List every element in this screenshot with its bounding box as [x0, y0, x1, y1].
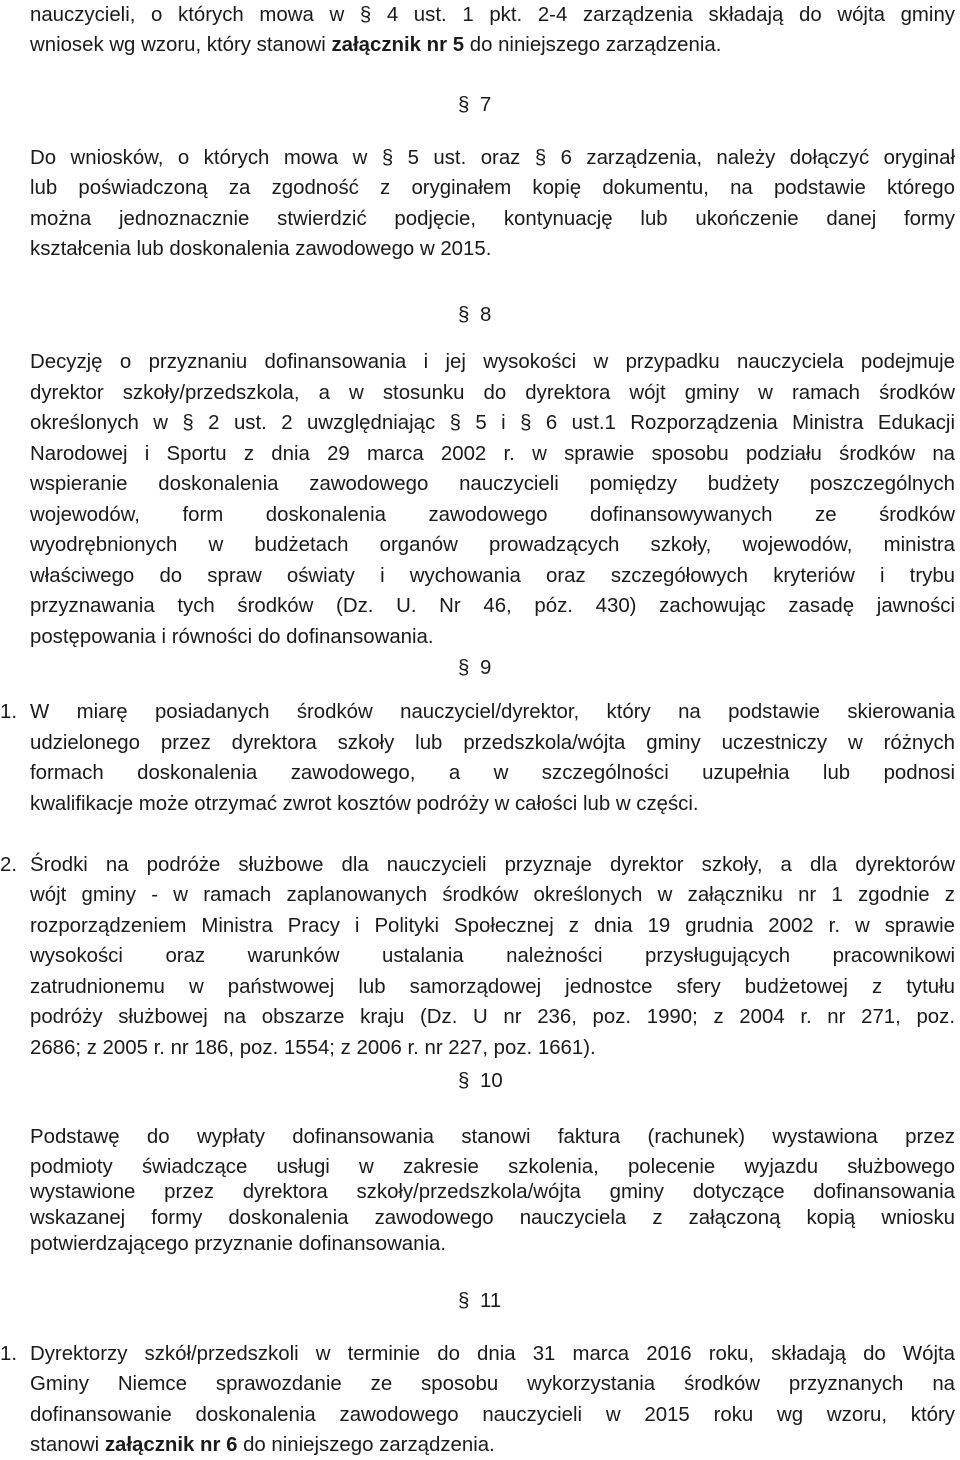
- p10-line-4: wskazanej formy doskonalenia zawodowego nauczyciela z załączoną kopią wniosku: [30, 1207, 955, 1229]
- p10-line-1: Podstawę do wypłaty dofinansowania stanowi faktura (rachunek) wystawiona przez: [30, 1126, 955, 1148]
- p11-line-3: dofinansowanie doskonalenia zawodowego nauczycieli w 2015 roku wg wzoru, który: [30, 1404, 955, 1426]
- p10-line-5: potwierdzającego przyznanie dofinansowania.: [30, 1233, 447, 1255]
- attachment-5-ref: załącznik nr 5: [331, 34, 465, 56]
- p9-item-1-line-3: formach doskonalenia zawodowego, a w szczególności uzupełnia lub podnosi: [30, 762, 955, 784]
- p9-item-2-line-4: wysokości oraz warunków ustalania należności przysługujących pracownikowi: [30, 945, 955, 967]
- p9-item-2-line-5: zatrudnionemu w państwowej lub samorządowej jednostce sfery budżetowej z tytułu: [30, 976, 955, 998]
- p7-line-4: kształcenia lub doskonalenia zawodowego w 2015.: [30, 238, 492, 260]
- p8-line-2: dyrektor szkoły/przedszkola, a w stosunku do dyrektora wójt gminy w ramach środków: [30, 382, 955, 404]
- p9-item-2-line-7: 2686; z 2005 r. nr 186, poz. 1554; z 2006 r. nr 227, poz. 1661).: [30, 1037, 596, 1059]
- section-10-heading: § 10: [458, 1070, 503, 1092]
- p10-line-3: wystawione przez dyrektora szkoły/przedszkola/wójta gminy dotyczące dofinansowania: [30, 1181, 955, 1203]
- p8-line-8: właściwego do spraw oświaty i wychowania oraz szczegółowych kryteriów i trybu: [30, 565, 955, 587]
- p8-line-5: wspieranie doskonalenia zawodowego nauczycieli pomiędzy budżety poszczególnych: [30, 473, 955, 495]
- section-8-heading: § 8: [458, 304, 492, 326]
- p9-item-1-line-4: kwalifikacje może otrzymać zwrot kosztów podróży w całości lub w części.: [30, 793, 699, 815]
- section-11-heading: § 11: [458, 1290, 502, 1312]
- intro-line-1: nauczycieli, o których mowa w § 4 ust. 1 pkt. 2-4 zarządzenia składają do wójta gminy: [30, 4, 955, 26]
- p8-line-9: przyznawania tych środków (Dz. U. Nr 46, póz. 430) zachowując zasadę jawności: [30, 595, 955, 617]
- p11-item-1-number: 1.: [0, 1343, 18, 1365]
- p11-line-1: Dyrektorzy szkół/przedszkoli w terminie do dnia 31 marca 2016 roku, składają do Wójta: [30, 1343, 955, 1365]
- p7-line-1: Do wniosków, o których mowa w § 5 ust. oraz § 6 zarządzenia, należy dołączyć oryginał: [30, 147, 955, 169]
- p9-item-2-number: 2.: [0, 854, 18, 876]
- p8-line-7: wyodrębnionych w budżetach organów prowadzących szkoły, wojewodów, ministra: [30, 534, 955, 556]
- p9-item-1-number: 1.: [0, 701, 18, 723]
- p7-line-2: lub poświadczoną za zgodność z oryginałem kopię dokumentu, na podstawie którego: [30, 177, 955, 199]
- p7-line-3: można jednoznacznie stwierdzić podjęcie, kontynuację lub ukończenie danej formy: [30, 208, 955, 230]
- p9-item-2-line-2: wójt gminy - w ramach zaplanowanych środków określonych w załączniku nr 1 zgodnie z: [30, 884, 955, 906]
- attachment-6-ref: załącznik nr 6: [104, 1434, 238, 1456]
- section-7-heading: § 7: [458, 94, 492, 116]
- p11-line-2: Gminy Niemce sprawozdanie ze sposobu wykorzystania środków przyznanych na: [30, 1373, 955, 1395]
- paragraph-symbol: §: [359, 4, 372, 26]
- p9-item-2-line-3: rozporządzeniem Ministra Pracy i Polityki Społecznej z dnia 19 grudnia 2002 r. w sprawie: [30, 915, 955, 937]
- intro-line-2: wniosek wg wzoru, który stanowi załącznik nr 5 do niniejszego zarządzenia.: [30, 34, 722, 56]
- p8-line-4: Narodowej i Sportu z dnia 29 marca 2002 r. w sprawie sposobu podziału środków na: [30, 443, 955, 465]
- p8-line-1: Decyzję o przyznaniu dofinansowania i jej wysokości w przypadku nauczyciela podejmuje: [30, 351, 955, 373]
- p9-item-1-line-2: udzielonego przez dyrektora szkoły lub przedszkola/wójta gminy uczestniczy w różnych: [30, 732, 955, 754]
- p8-line-10: postępowania i równości do dofinansowania.: [30, 626, 434, 648]
- p8-line-3: określonych w § 2 ust. 2 uwzględniając § 5 i § 6 ust.1 Rozporządzenia Ministra Edukacji: [30, 412, 955, 434]
- p11-line-4: stanowi załącznik nr 6 do niniejszego zarządzenia.: [30, 1434, 495, 1456]
- section-9-heading: § 9: [458, 657, 492, 679]
- p9-item-1-line-1: W miarę posiadanych środków nauczyciel/dyrektor, który na podstawie skierowania: [30, 701, 955, 723]
- p8-line-6: wojewodów, form doskonalenia zawodowego dofinansowywanych ze środków: [30, 504, 955, 526]
- p9-item-2-line-6: podróży służbowej na obszarze kraju (Dz. U nr 236, poz. 1990; z 2004 r. nr 271, poz.: [30, 1006, 955, 1028]
- p10-line-2: podmioty świadczące usługi w zakresie szkolenia, polecenie wyjazdu służbowego: [30, 1156, 955, 1178]
- p9-item-2-line-1: Środki na podróże służbowe dla nauczycieli przyznaje dyrektor szkoły, a dla dyrektorów: [30, 854, 955, 876]
